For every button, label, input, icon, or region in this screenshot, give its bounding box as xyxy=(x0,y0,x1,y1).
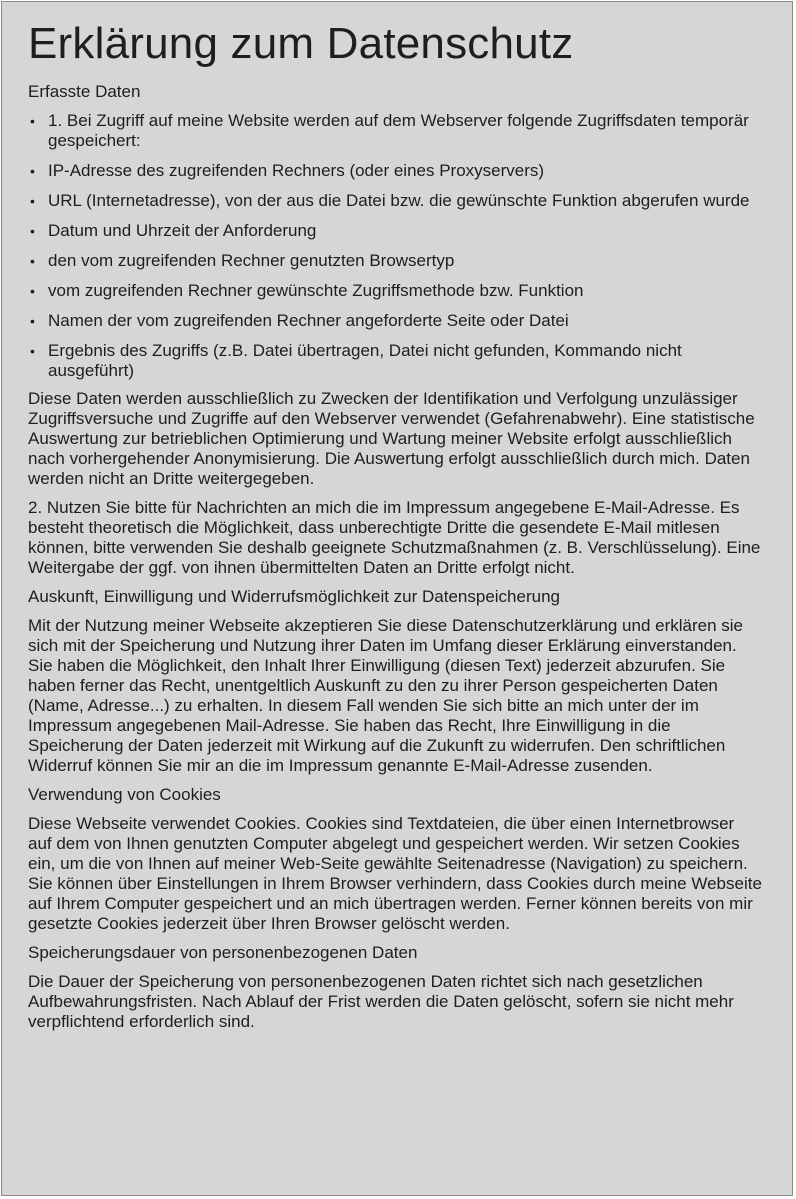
paragraph-cookies: Diese Webseite verwendet Cookies. Cookies sind Textdateien, die über einen Internetbrowser auf dem von Ihnen genutzten Computer abgelegt und gespeichert werden. Wir setzen Cookies ein, um die von Ihnen auf meiner Web-Seite gewählte Seitenadresse (Navigation) zu speichern. Sie können über Einstellungen in Ihrem Browser verhindern, dass Cookies durch meine Webseite auf Ihrem Computer gespeichert und an mich übertragen werden. Ferner können bereits von mir gesetzte Cookies jederzeit über Ihren Browser gelöscht werden. xyxy=(28,814,762,933)
bullet-icon: • xyxy=(30,343,35,359)
page-title: Erklärung zum Datenschutz xyxy=(28,19,574,68)
access-data-list xyxy=(28,111,762,381)
paragraph-email-contact: 2. Nutzen Sie bitte für Nachrichten an mich die im Impressum angegebene E-Mail-Adresse. Es besteht theoretisch die Möglichkeit, dass unberechtigte Dritte die gesendete E-Mail mitlesen können, bitte verwenden Sie deshalb geeignete Schutzmaßnahmen (z. B. Verschlüsselung). Eine Weitergabe der ggf. von ihnen übermittelten Daten an Dritte erfolgt nicht. xyxy=(28,498,761,577)
bullet-icon: • xyxy=(30,283,35,299)
paragraph-retention: Die Dauer der Speicherung von personenbezogenen Daten richtet sich nach gesetzlichen Aufbewahrungsfristen. Nach Ablauf der Frist werden die Daten gelöscht, sofern sie nicht mehr verpflichtend erforderlich sind. xyxy=(28,972,734,1031)
list-item: • Ergebnis des Zugriffs (z.B. Datei übertragen, Datei nicht gefunden, Kommando nicht ausgeführt) xyxy=(30,341,682,380)
bullet-icon: • xyxy=(30,253,35,269)
bullet-icon: • xyxy=(30,313,35,329)
list-item: • 1. Bei Zugriff auf meine Website werden auf dem Webserver folgende Zugriffsdaten temporär gespeichert: xyxy=(30,111,749,150)
section-heading-erfasste-daten: Erfasste Daten xyxy=(28,82,141,101)
section-heading-cookies: Verwendung von Cookies xyxy=(28,785,221,804)
bullet-icon: • xyxy=(30,223,35,239)
bullet-icon: • xyxy=(30,163,35,179)
list-item: • den vom zugreifenden Rechner genutzten Browsertyp xyxy=(30,251,455,270)
bullet-icon: • xyxy=(30,113,35,129)
list-item: • Namen der vom zugreifenden Rechner angeforderte Seite oder Datei xyxy=(30,311,569,330)
paragraph-data-usage: Diese Daten werden ausschließlich zu Zwecken der Identifikation und Verfolgung unzulässiger Zugriffsversuche und Zugriffe auf den Webserver verwendet (Gefahrenabwehr). Eine statistische Auswertung zur betrieblichen Optimierung und Wartung meiner Website erfolgt ausschließlich nach vorhergehender Anonymisierung. Die Auswertung erfolgt ausschließlich durch mich. Daten werden nicht an Dritte weitergegeben. xyxy=(28,389,755,488)
list-item: • vom zugreifenden Rechner gewünschte Zugriffsmethode bzw. Funktion xyxy=(30,281,584,300)
section-heading-speicherungsdauer: Speicherungsdauer von personenbezogenen Daten xyxy=(28,943,418,962)
section-heading-auskunft: Auskunft, Einwilligung und Widerrufsmöglichkeit zur Datenspeicherung xyxy=(28,587,560,606)
paragraph-consent: Mit der Nutzung meiner Webseite akzeptieren Sie diese Datenschutzerklärung und erklären sie sich mit der Speicherung und Nutzung ihrer Daten im Umfang dieser Erklärung einverstanden. Sie haben die Möglichkeit, den Inhalt Ihrer Einwilligung (diesen Text) jederzeit abzurufen. Sie haben ferner das Recht, unentgeltlich Auskunft zu den zu ihrer Person gespeicherten Daten (Name, Adresse...) zu erhalten. In diesem Fall wenden Sie sich bitte an mich unter der im Impressum angegebenen Mail-Adresse. Sie haben das Recht, Ihre Einwilligung in die Speicherung der Daten jederzeit mit Wirkung auf die Zukunft zu widerrufen. Den schriftlichen Widerruf können Sie mir an die im Impressum genannte E-Mail-Adresse zusenden. xyxy=(28,616,744,775)
list-item: • URL (Internetadresse), von der aus die Datei bzw. die gewünschte Funktion abgerufen wurde xyxy=(30,191,750,210)
bullet-icon: • xyxy=(30,193,35,209)
list-item: • Datum und Uhrzeit der Anforderung xyxy=(30,221,317,240)
privacy-panel xyxy=(1,1,793,1196)
list-item: • IP-Adresse des zugreifenden Rechners (oder eines Proxyservers) xyxy=(30,161,545,180)
